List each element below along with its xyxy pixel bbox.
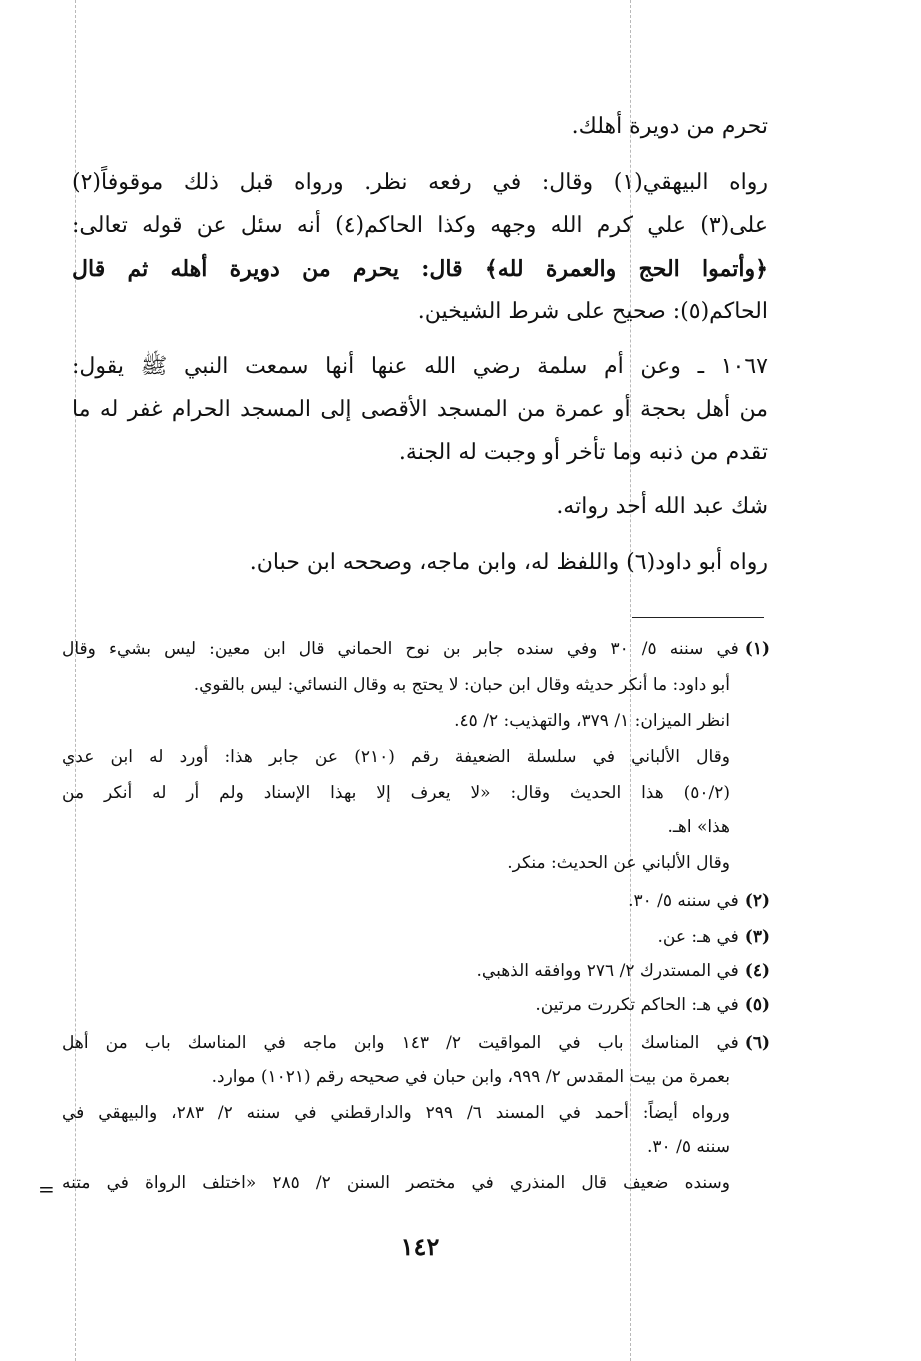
footnote-text: في المناسك باب في المواقيت ٢/ ١٤٣ وابن ماجه في المناسك باب من أهل xyxy=(62,1033,739,1053)
footnote-number: (٤) xyxy=(744,961,770,981)
footnote-line: انظر الميزان: ١/ ٣٧٩، والتهذيب: ٢/ ٤٥. xyxy=(454,711,730,731)
footnote-line: وسنده ضعيف قال المنذري في مختصر السنن ٢/ ٢٨٥ «اختلف الرواة في متنه xyxy=(62,1173,730,1193)
text-line: تحرم من دويرة أهلك. xyxy=(571,114,768,139)
footnote-text: في هـ: الحاكم تكررت مرتين. xyxy=(535,995,739,1015)
footnote-line xyxy=(62,924,770,954)
footnote-line: وقال الألباني عن الحديث: منكر. xyxy=(507,853,730,873)
footnote-line xyxy=(62,992,770,1022)
footnote-line: بعمرة من بيت المقدس ٢/ ٩٩٩، وابن حبان في صحيحه رقم (١٠٢١) موارد. xyxy=(211,1067,730,1087)
footnote-line: هذا» اهـ. xyxy=(667,817,730,837)
text-line: الحاكم(٥): صحيح على شرط الشيخين. xyxy=(417,299,768,324)
footnote-line xyxy=(62,636,770,666)
footnote-number: (٢) xyxy=(744,891,770,911)
footnote-text: في المستدرك ٢/ ٢٧٦ ووافقه الذهبي. xyxy=(476,961,739,981)
text-line: من أهل بحجة أو عمرة من المسجد الأقصى إلى المسجد الحرام غفر له ما xyxy=(72,397,768,422)
continuation-mark: = xyxy=(38,1177,55,1201)
footnote-line: سننه ٥/ ٣٠. xyxy=(647,1137,730,1157)
footnote-line xyxy=(62,888,770,918)
footnote-number: (١) xyxy=(744,639,770,659)
page-number: ١٤٢ xyxy=(400,1232,440,1261)
footnote-line xyxy=(62,1030,770,1060)
text-line: رواه البيهقي(١) وقال: في رفعه نظر. ورواه قبل ذلك موقوفاً(٢) xyxy=(72,170,768,195)
footnote-line: (٥٠/٢) هذا الحديث وقال: «لا يعرف إلا بهذا الإسناد ولم أر له أنكر من xyxy=(62,783,730,803)
hadith-number-line: ١٠٦٧ ـ وعن أم سلمة رضي الله عنها أنها سمعت النبي ﷺ يقول: xyxy=(72,354,768,379)
footnote-text: في سننه ٥/ ٣٠ وفي سنده جابر بن نوح الحماني قال ابن معين: ليس بشيء وقال xyxy=(62,639,739,659)
footnote-line: أبو داود: ما أنكر حديثه وقال ابن حبان: لا يحتج به وقال النسائي: ليس بالقوي. xyxy=(193,675,730,695)
text-line: ﴿وأتموا الحج والعمرة لله﴾ قال: يحرم من دويرة أهله ثم قال xyxy=(72,256,768,282)
text-line: رواه أبو داود(٦) واللفظ له، وابن ماجه، وصححه ابن حبان. xyxy=(249,550,768,575)
footnote-number: (٦) xyxy=(744,1033,770,1053)
footnote-line: ورواه أيضاً: أحمد في المسند ٦/ ٢٩٩ والدارقطني في سننه ٢/ ٢٨٣، والبيهقي في xyxy=(62,1103,730,1123)
footnote-text: في هـ: عن. xyxy=(657,927,739,947)
footnote-line: وقال الألباني في سلسلة الضعيفة رقم (٢١٠) عن جابر هذا: أورد له ابن عدي xyxy=(62,747,730,767)
footnote-number: (٥) xyxy=(744,995,770,1015)
text-line: على(٣) علي كرم الله وجهه وكذا الحاكم(٤) أنه سئل عن قوله تعالى: xyxy=(72,213,768,238)
footnote-text: في سننه ٥/ ٣٠. xyxy=(628,891,739,911)
text-line: تقدم من ذنبه وما تأخر أو وجبت له الجنة. xyxy=(398,440,768,465)
text-line: شك عبد الله أحد رواته. xyxy=(556,494,768,519)
footnote-separator xyxy=(632,617,764,618)
footnote-number: (٣) xyxy=(744,927,770,947)
footnote-line xyxy=(62,958,770,988)
